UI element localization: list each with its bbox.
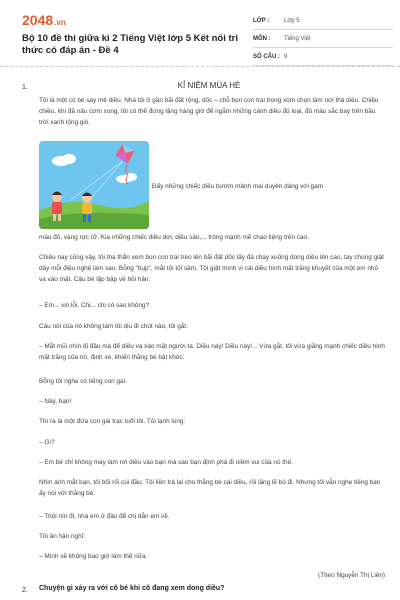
paragraph: Đấy những chiếc diều bướm mảnh mai duyên dáng với gam (152, 183, 324, 190)
meta-value: 9 (284, 53, 288, 60)
question-number: 1. (22, 84, 28, 91)
meta-row-grade (253, 12, 393, 30)
source-theo: Theo (320, 572, 335, 579)
paragraph: – Này, bạn! (39, 398, 72, 405)
paragraph: Tôi là một cô bé say mê diều. Nhà tôi ở gần bãi đất rộng, dốc – chỗ bọn con trai trong xóm chọn làm nơi thả diều. Chiều chiều, khi đã nấu cơm xong, tôi có thể đứng lặng hàng giờ để ngắm những cánh diều đủ loại, đủ màu sắc bay trên bầu trời xanh lộng gió. (39, 97, 379, 126)
source-prefix: ( (317, 572, 321, 579)
paragraph: Thì ra là một đứa con gái trạc tuổi tôi. Tôi lạnh lùng: (39, 418, 186, 425)
paragraph: Câu nói của nó không làm tôi dịu đi chút nào, tôi gắt: (39, 323, 188, 330)
meta-table (253, 12, 393, 66)
paragraph: – Mắt mũi nhìn đi đâu mà để diều va vào mặt người ta. Diều này! Diều này!... Vừa gắt, tôi vừa giằng mạnh chiếc diều hình mặt trăng của nó, định xé, khiến thằng bé bật khóc. (39, 343, 385, 361)
question-number: 2. (22, 587, 28, 594)
kite-scene-image (39, 141, 149, 229)
paragraph: – Thôi nín đi, nhà em ở đâu để chị dẫn em về. (39, 513, 170, 520)
paragraph: – Em... xin lỗi. Chị... chị có sao không? (39, 302, 150, 309)
meta-key: MÔN : (253, 35, 271, 42)
meta-row-question-count (253, 48, 393, 66)
paragraph: Bỗng tôi nghe có tiếng con gái: (39, 378, 127, 385)
paragraph: Chiều nay cũng vậy, tôi tha thẩn xem bọn con trai trèo lên bãi đất dốc lấy đà chạy xuống dong diều lên cao, tay chúng giật dây mỗi điệu nghệ làm sao. Bỗng "bụp", mắt tôi tối sầm. Tôi giật mình vì cái diều hình mặt trăng khuyết của một em nhỏ va vào mặt. Cậu bé lập bập vẻ hỏi hận: (39, 254, 384, 283)
kite-illustration (39, 141, 149, 229)
logo-number: 2048 (22, 12, 54, 28)
logo-tld: .vn (54, 18, 66, 27)
meta-row-subject (253, 30, 393, 48)
paragraph: – Mình sẽ không bao giờ làm thế nữa. (39, 553, 148, 560)
page-header (0, 0, 400, 70)
meta-value: Tiếng Việt (284, 35, 311, 42)
paragraph: Tôi ân hận nghĩ: (39, 533, 86, 540)
header-divider (0, 66, 400, 67)
meta-key: SỐ CÂU : (253, 53, 280, 60)
document-title: Bộ 10 đề thi giữa kì 2 Tiếng Việt lớp 5 Kết nối tri thức có đáp án - Đề 4 (22, 33, 238, 56)
paragraph: – Em bé chỉ không may làm rơi diều vào bạn mà sao bạn định phá đi niềm vui của nó thế. (39, 459, 293, 466)
meta-key: LỚP : (253, 17, 270, 24)
meta-value: Lớp 5 (284, 17, 300, 24)
paragraph: Nhìn ánh mắt bạn, tôi bối rối cúi đầu. Tôi liền trả lại cho thằng bé cái diều, rồi lặng lẽ bỏ đi. Nhưng tôi vẫn nghe tiếng bạn ấy nói với thằng bé: (39, 479, 381, 497)
paragraph: màu đỏ, vàng rực rỡ. Kia những chiếc diều dơi, diều sáo,... trông mạnh mẽ chao liệng trên cao. (39, 234, 309, 241)
passage-source (39, 570, 385, 581)
question-text: Chuyện gì xảy ra với cô bé khi cô đang xem dong diều? (39, 585, 225, 592)
passage-title: KỈ NIỆM MÙA HÈ (177, 81, 241, 90)
paragraph: – Gì? (39, 439, 55, 446)
source-author: Nguyễn Thị Liên) (334, 572, 385, 579)
site-logo[interactable] (22, 12, 66, 28)
